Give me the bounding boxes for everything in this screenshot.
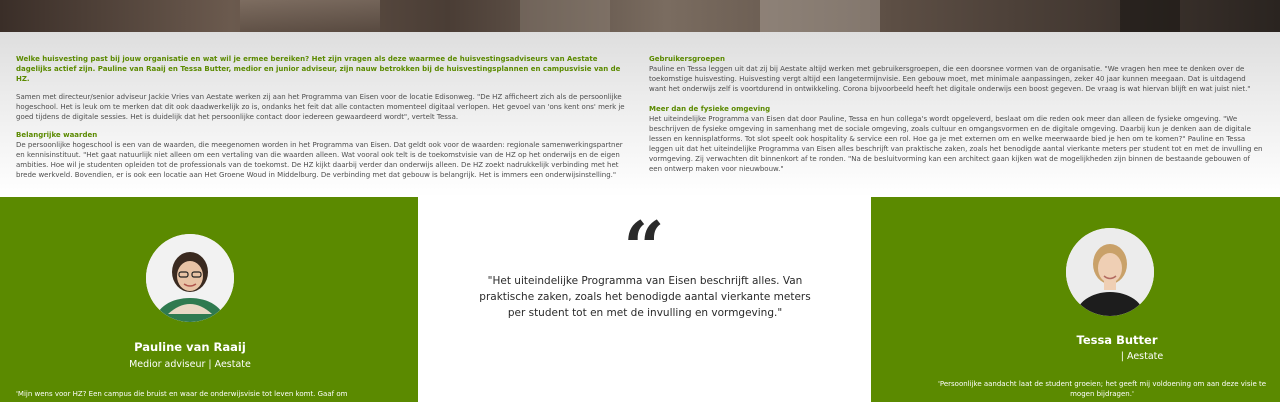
article-column-left [16,54,632,180]
article-paragraph: Samen met directeur/senior adviseur Jackie Vries van Aestate werken zij aan het Programma van Eisen voor de locatie Edisonweg. "De HZ afficheert zich als de persoonlijke hogeschool. Het is leuk om te merken dat dit ook daadwerkelijk zo is, ondanks het feit dat alle contacten momenteel digitaal verlopen. Het gevoel van 'ons kent ons' merk je goed tijdens de digitale sessies. Het is duidelijk dat het persoonlijke contact door iedereen gewaardeerd wordt", vertelt Tessa. [16,93,625,121]
quote-mark-icon: “ [623,205,665,290]
hero-image-detail [520,0,610,32]
article-subheading: Belangrijke waarden [16,131,98,139]
portrait-illustration [146,234,234,322]
person-role [1000,351,1234,362]
article-intro: Welke huisvesting past bij jouw organisatie en wat wil je ermee bereiken? Het zijn vragen als deze waarmee de huisvestingsadviseurs van Aestate dagelijks actief zijn. Pauline van Raaij en Tessa Butter, medior en junior adviseur, zijn nauw betrokken bij de huisvestingsplannen en campusvisie van de HZ. [16,55,621,83]
article-paragraph: Pauline en Tessa leggen uit dat zij bij Aestate altijd werken met gebruikersgroepen, die een doorsnee vormen van de organisatie. "We vragen hen mee te denken over de toekomstige huisvesting. Huisvesting vergt altijd een langetermijnvisie. Een gebouw moet, met minimale aanpassingen, zeker 40 jaar kunnen meegaan. Dat is uitdagend want het onderwijs zelf is voortdurend in ontwikkeling. Corona bijvoorbeeld heeft het digitale onderwijs een boost gegeven. De vraag is wat hiervan blijft en wat juist niet." [649,65,1251,93]
article-column-right [649,54,1265,174]
hero-image-detail [1120,0,1180,32]
person-role: Medior adviseur | Aestate [129,359,251,370]
hero-image [0,0,1280,32]
person-name: Pauline van Raaij [134,340,246,354]
person-quote: 'Persoonlijke aandacht laat de student groeien; het geeft mij voldoening om aan deze visie te mogen bijdragen.' [937,380,1267,398]
article-section [0,32,1280,197]
portrait-illustration [1066,228,1154,316]
article-subheading: Meer dan de fysieke omgeving [649,105,771,113]
person-role-text: | Aestate [1120,351,1164,362]
hero-image-detail [760,0,880,32]
person-quote: 'Mijn wens voor HZ? Een campus die bruist en waar de onderwijsvisie tot leven komt. Gaaf om [16,390,348,398]
hero-image-detail [240,0,380,32]
article-paragraph: Het uiteindelijke Programma van Eisen dat door Pauline, Tessa en hun collega's wordt opgeleverd, beslaat om die reden ook meer dan alleen de fysieke omgeving. "We beschrijven de fysieke omgeving in samenhang met de sociale omgeving, zoals cultuur en omgangsvormen en de digitale omgeving. Daarbij kun je denken aan de digitale lessen en kennisplatforms. Tot slot speelt ook hospitality & service een rol. Hoe ga je met externen om en welke meerwaarde bied je hen om te komen?" Pauline en Tessa leggen uit dat het uiteindelijke Programma van Eisen alles beschrijft van praktische zaken, zoals het benodigde aantal vierkante meters per student tot en met de invulling en vormgeving. Zij verwachten dit binnenkort af te ronden. "Na de besluitvorming kan een architect gaan kijken wat de mogelijkheden zijn binnen de bestaande gebouwen of een ontwerp maken voor nieuwbouw." [649,115,1263,173]
quote-text: "Het uiteindelijke Programma van Eisen beschrijft alles. Van praktische zaken, zoals het benodigde aantal vierkante meters per student tot en met de invulling en vormgeving." [479,275,811,319]
person-name: Tessa Butter [1076,333,1158,347]
avatar-tessa [1066,228,1154,316]
avatar-pauline [146,234,234,322]
article-paragraph: De persoonlijke hogeschool is een van de waarden, die meegenomen worden in het Programma van Eisen. Dat geldt ook voor de waarden: regionale samenwerkingspartner en kennisinstituut. "Het gaat natuurlijk niet alleen om een vertaling van die waarden alleen. Wat vooral ook telt is de toekomstvisie van de HZ op het onderwijs en de eigen ambities. Hoe wil je studenten opleiden tot de professionals van de toekomst. De HZ kijkt daarbij verder dan onderwijs alleen. De HZ zoekt nadrukkelijk verbinding met het brede werkveld. Bovendien, er is ook een locatie aan Het Groene Woud in Middelburg. De verbinding met dat gebouw is belangrijk. Het is immers een onderwijsinstelling." [16,141,623,179]
article-subheading: Gebruikersgroepen [649,55,725,63]
